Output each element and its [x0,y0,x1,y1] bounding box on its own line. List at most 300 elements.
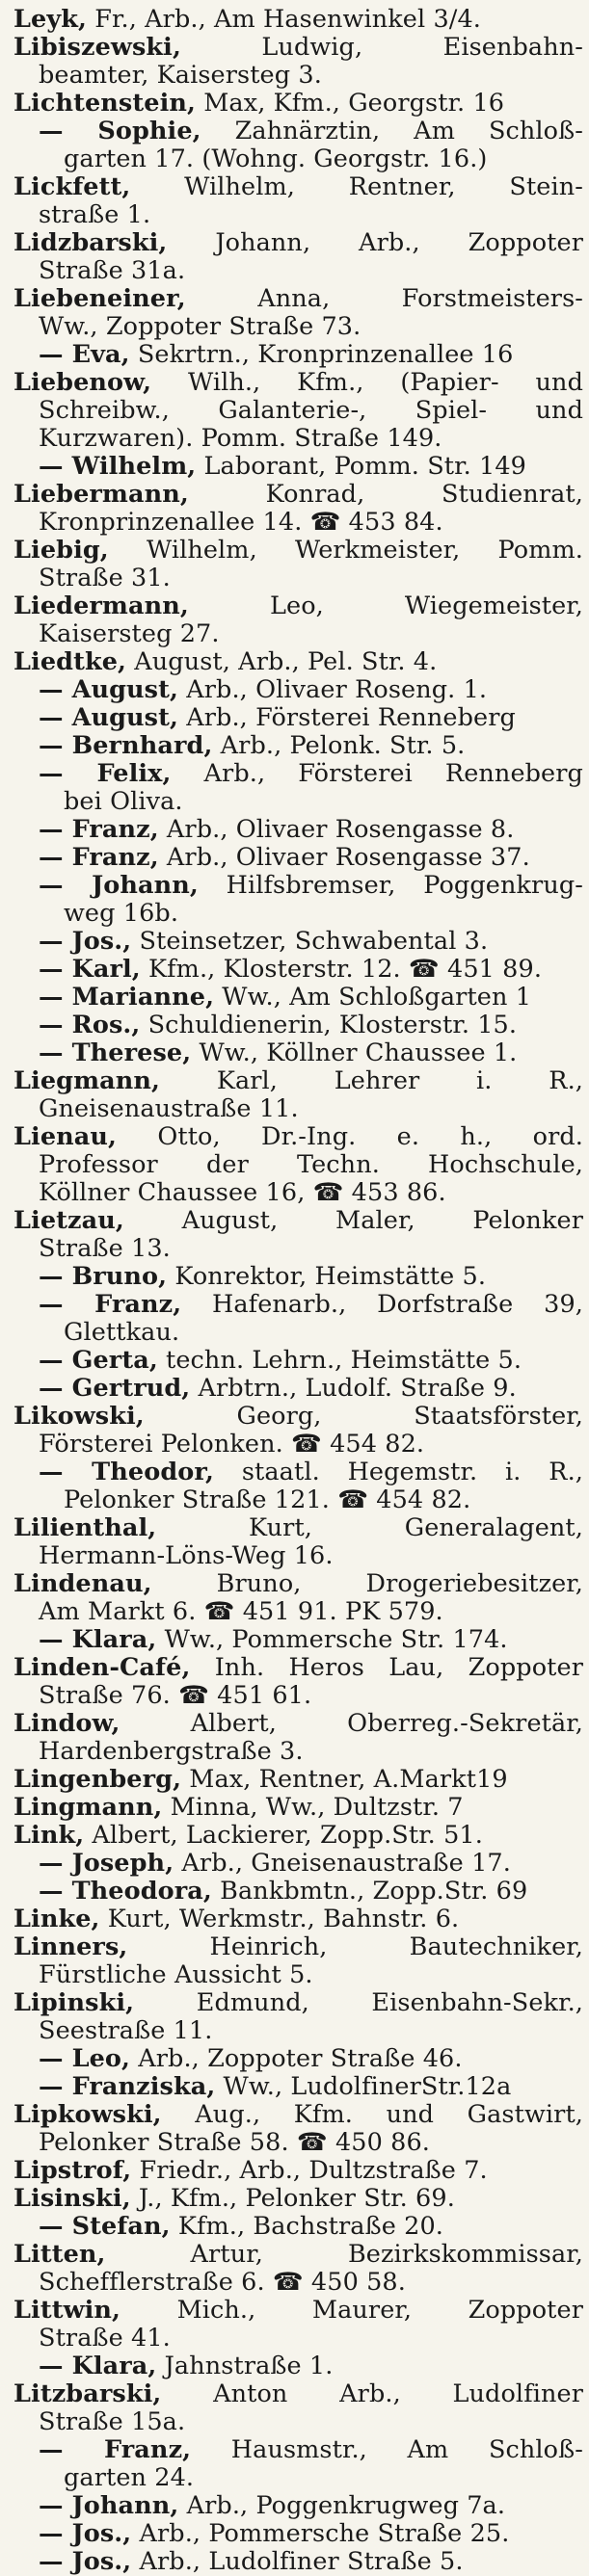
directory-entry [13,1794,583,1822]
entry-text: Konrad, Studienrat, [265,480,583,509]
entry-line [13,173,583,201]
entry-text: Hilfsbremser, Poggenkrug- [226,871,583,900]
entry-text: Wilh., Kfm., (Papier- und [187,368,583,397]
entry-line [39,1263,583,1291]
entry-line [39,2213,583,2241]
entry-text: Johann, Arb., Zoppoter [215,228,583,257]
entry-line [13,1738,583,1766]
directory-entry [13,1906,583,1933]
sub-entry [13,1459,583,1514]
entry-name: Lingenberg, [13,1765,182,1794]
entry-line [13,2269,583,2297]
entry-text: Schuldienerin, Klosterstr. 15. [147,1011,518,1039]
entry-name: — Franz, [39,815,159,844]
sub-entry [13,1375,583,1403]
entry-text: Glettkau. [64,1318,180,1347]
entry-text: beamter, Kaisersteg 3. [39,61,322,90]
entry-text: Arb., Försterei Renneberg [186,703,516,732]
entry-text: Bruno, Drogeriebesitzer, [216,1569,583,1598]
directory-entry [13,1514,583,1570]
entry-name: — Franziska, [39,2072,216,2101]
entry-name: — Therese, [39,1038,192,1067]
directory-entry [13,1654,583,1710]
entry-text: Georg, Staatsförster, [236,1402,583,1431]
entry-text: Straße 31. [39,564,171,592]
entry-name: Libiszewski, [13,33,181,62]
entry-line [13,2101,583,2129]
entry-text: Ludwig, Eisenbahn- [261,33,583,62]
entry-line [13,1906,583,1933]
sub-entry [13,704,583,732]
entry-line [39,2353,583,2380]
entry-name: — Klara, [39,1625,157,1654]
entry-name: Liedtke, [13,647,127,676]
entry-name: — Gerta, [39,1346,158,1375]
entry-line [39,760,583,788]
directory-entry [13,229,583,285]
entry-text: Pelonker Straße 121. ☎ 454 82. [64,1485,471,1514]
entry-text: Am Markt 6. ☎ 451 91. PK 579. [39,1597,443,1626]
entry-name: Linden-Café, [13,1653,191,1682]
entry-line [13,481,583,509]
entry-name: — Franz, [39,2435,192,2464]
entry-text: J., Kfm., Pelonker Str. 69. [138,2184,455,2213]
entry-line [13,565,583,592]
entry-line [13,425,583,453]
entry-line [39,956,583,984]
directory-entry [13,648,583,676]
entry-name: Likowski, [13,1402,145,1431]
entry-text: Arb., Försterei Renneberg [203,759,583,788]
entry-name: Liebeneiner, [13,284,186,313]
entry-line [39,676,583,704]
entry-line [13,2129,583,2157]
entry-text: Straße 41. [39,2324,171,2353]
entry-name: — Johann, [39,871,199,900]
entry-line [13,1710,583,1738]
sub-entry [13,1850,583,1878]
entry-line [13,2380,583,2408]
entry-line [39,1039,583,1067]
sub-entry [13,760,583,816]
entry-text: Fr., Arb., Am Hasenwinkel 3/4. [94,5,481,34]
entry-line [13,257,583,285]
entry-text: Arb., Pelonk. Str. 5. [220,731,466,760]
entry-text: Fürstliche Aussicht 5. [39,1960,313,1989]
entry-text: Hardenbergstraße 3. [39,1737,304,1766]
entry-text: Albert, Lackierer, Zopp.Str. 51. [92,1821,483,1850]
entry-text: Försterei Pelonken. ☎ 454 82. [39,1430,425,1459]
directory-entry [13,369,583,453]
entry-line [13,1598,583,1626]
entry-line [13,1682,583,1710]
sub-entry [13,341,583,369]
directory-entry [13,537,583,592]
entry-name: Litten, [13,2240,106,2269]
directory-entry [13,2185,583,2213]
entry-text: Arb., Olivaer Roseng. 1. [186,675,488,704]
entry-line [39,145,583,173]
entry-text: Zahnärztin, Am Schloß- [234,117,583,145]
entry-text: Jahnstraße 1. [164,2352,334,2380]
entry-line [13,1095,583,1123]
entry-name: Lindenau, [13,1569,152,1598]
entry-text: Kurt, Werkmstr., Bahnstr. 6. [107,1905,460,1933]
entry-name: Linners, [13,1932,128,1961]
entry-name: — August, [39,703,178,732]
directory-entry [13,1933,583,1989]
entry-name: Lietzau, [13,1206,124,1235]
entry-line [39,2548,583,2576]
entry-name: Lipkowski, [13,2100,162,2129]
entry-line [13,537,583,565]
entry-text: Laborant, Pomm. Str. 149 [203,452,527,481]
entry-name: — Franz, [39,843,159,872]
entry-line [39,2464,583,2492]
entry-text: Straße 31a. [39,256,186,285]
entry-name: Lindow, [13,1709,120,1738]
entry-line [39,984,583,1012]
entry-name: Liebenow, [13,368,152,397]
entry-text: Friedr., Arb., Dultzstraße 7. [139,2156,488,2185]
entry-line [39,844,583,872]
entry-line [13,1766,583,1794]
directory-entry [13,2297,583,2353]
entry-name: Leyk, [13,5,88,34]
entry-text: Kaisersteg 27. [39,619,220,648]
entry-line [13,229,583,257]
entry-name: Lipinski, [13,1988,135,2017]
sub-entry [13,2045,583,2073]
directory-entry [13,1067,583,1123]
entry-line [39,816,583,844]
directory-entry [13,2101,583,2157]
entry-name: — Leo, [39,2044,131,2073]
sub-entry [13,1878,583,1906]
entry-line [13,1179,583,1207]
entry-text: Steinsetzer, Schwabental 3. [139,927,489,956]
entry-text: Kurt, Generalagent, [249,1513,583,1542]
entry-line [39,732,583,760]
entry-line [39,1486,583,1514]
directory-entry [13,2157,583,2185]
entry-text: Ww., LudolfinerStr.12a [223,2072,512,2101]
entry-line [13,1654,583,1682]
entry-name: — Bruno, [39,1262,168,1291]
entry-line [39,453,583,481]
entry-name: — Marianne, [39,983,215,1012]
sub-entry [13,676,583,704]
entry-text: weg 16b. [64,899,179,928]
entry-text: August, Arb., Pel. Str. 4. [134,647,438,676]
entry-name: Liegmann, [13,1066,161,1095]
entry-text: Hermann-Löns-Weg 16. [39,1541,334,1570]
entry-line [13,1207,583,1235]
directory-entry [13,2380,583,2436]
entry-line [13,2017,583,2045]
entry-text: garten 24. [64,2463,195,2492]
entry-text: Bankbmtn., Zopp.Str. 69 [220,1877,528,1906]
entry-line [39,1459,583,1486]
entry-line [39,1878,583,1906]
entry-line [13,62,583,90]
entry-name: — Johann, [39,2491,179,2520]
directory-entry [13,2241,583,2297]
entry-name: Lisinski, [13,2184,131,2213]
sub-entry [13,2436,583,2492]
entry-text: Hausmstr., Am Schloß- [230,2435,583,2464]
entry-line [13,2185,583,2213]
sub-entry [13,1347,583,1375]
directory-entry [13,592,583,648]
entry-line [13,2325,583,2353]
entry-line [13,509,583,537]
entry-text: Schreibw., Galanterie-, Spiel- und [39,396,583,425]
entry-text: Minna, Ww., Dultzstr. 7 [170,1793,464,1822]
entry-text: Albert, Oberreg.-Sekretär, [190,1709,583,1738]
entry-line [39,928,583,956]
entry-line [13,2157,583,2185]
sub-entry [13,2492,583,2520]
entry-line [13,2408,583,2436]
entry-name: — Felix, [39,759,172,788]
sub-entry [13,984,583,1012]
entry-name: — Klara, [39,2352,157,2380]
entry-text: Schefflerstraße 6. ☎ 450 58. [39,2268,406,2297]
entry-text: Straße 13. [39,1234,171,1263]
entry-line [13,2297,583,2325]
sub-entry [13,956,583,984]
entry-text: Mich., Maurer, Zoppoter [176,2296,583,2325]
entry-line [39,341,583,369]
sub-entry [13,2520,583,2548]
entry-text: Professor der Techn. Hochschule, [39,1150,583,1179]
directory-entry [13,1766,583,1794]
entry-line [13,369,583,397]
entry-name: Litzbarski, [13,2379,162,2408]
entry-text: Wilhelm, Rentner, Stein- [184,172,583,201]
entry-line [13,1989,583,2017]
sub-entry [13,1263,583,1291]
entry-name: Liedermann, [13,591,189,620]
entry-text: Arb., Olivaer Rosengasse 8. [166,815,515,844]
entry-line [13,285,583,313]
directory-entry [13,173,583,229]
entry-line [39,2073,583,2101]
entry-text: Seestraße 11. [39,2016,213,2045]
entry-line [13,648,583,676]
sub-entry [13,872,583,928]
sub-entry [13,118,583,173]
entry-line [13,1933,583,1961]
entry-line [13,1570,583,1598]
entry-line [39,2045,583,2073]
entry-line [13,1067,583,1095]
entry-line [13,1403,583,1431]
entry-text: Anna, Forstmeisters- [257,284,583,313]
entry-line [39,2520,583,2548]
entry-text: Heinrich, Bautechniker, [209,1932,583,1961]
entry-line [13,313,583,341]
entry-name: Linke, [13,1905,100,1933]
entry-line [13,201,583,229]
entry-name: Liebermann, [13,480,189,509]
entry-name: — Sophie, [39,117,201,145]
directory-entry [13,1123,583,1207]
entry-line [39,1375,583,1403]
entry-line [39,1850,583,1878]
entry-line [13,397,583,425]
entry-text: Konrektor, Heimstätte 5. [174,1262,487,1291]
entry-text: Anton Arb., Ludolfiner [213,2379,583,2408]
entry-text: Max, Rentner, A.Markt19 [189,1765,508,1794]
entry-line [13,1514,583,1542]
entry-line [39,1347,583,1375]
entry-text: Arb., Zoppoter Straße 46. [138,2044,463,2073]
entry-text: Kronprinzenallee 14. ☎ 453 84. [39,508,443,537]
directory-entry [13,481,583,537]
entry-text: Ww., Köllner Chaussee 1. [199,1038,518,1067]
entry-name: — Karl, [39,955,141,984]
entry-line [13,620,583,648]
directory-entry [13,1710,583,1766]
entry-text: Arbtrn., Ludolf. Straße 9. [198,1374,517,1403]
entry-name: — Wilhelm, [39,452,197,481]
sub-entry [13,928,583,956]
entry-text: Sekrtrn., Kronprinzenallee 16 [137,340,514,369]
sub-entry [13,2353,583,2380]
entry-line [39,704,583,732]
entry-text: Inh. Heros Lau, Zoppoter [214,1653,583,1682]
sub-entry [13,2548,583,2576]
entry-line [13,1123,583,1151]
entry-name: — Franz, [39,1290,182,1319]
entry-line [13,6,583,34]
entry-name: — Theodor, [39,1458,215,1486]
entry-line [39,1319,583,1347]
entry-text: Otto, Dr.-Ing. e. h., ord. [157,1122,583,1151]
entry-name: — Gertrud, [39,1374,191,1403]
directory-entry [13,1403,583,1459]
entry-text: garten 17. (Wohng. Georgstr. 16.) [64,145,488,173]
entry-line [13,2241,583,2269]
entry-line [13,90,583,118]
entry-text: Straße 15a. [39,2407,186,2436]
sub-entry [13,816,583,844]
directory-entry [13,1570,583,1626]
entry-name: Lickfett, [13,172,131,201]
entry-line [39,2492,583,2520]
entry-text: Arb., Pommersche Straße 25. [139,2519,510,2548]
entry-line [13,34,583,62]
entry-name: Lilienthal, [13,1513,157,1542]
entry-text: Kurzwaren). Pomm. Straße 149. [39,424,442,453]
entry-text: August, Maler, Pelonker [181,1206,583,1235]
entry-text: Ww., Pommersche Str. 174. [164,1625,508,1654]
sub-entry [13,732,583,760]
entry-text: Gneisenaustraße 11. [39,1094,299,1123]
entry-line [39,872,583,900]
entry-text: Köllner Chaussee 16, ☎ 453 86. [39,1178,446,1207]
entry-name: Lidzbarski, [13,228,168,257]
entry-line [13,1151,583,1179]
entry-line [13,1961,583,1989]
entry-text: Kfm., Klosterstr. 12. ☎ 451 89. [147,955,543,984]
entry-name: Link, [13,1821,85,1850]
entry-text: Arb., Olivaer Rosengasse 37. [166,843,530,872]
entry-text: Ww., Zoppoter Straße 73. [39,312,361,341]
entry-text: Artur, Bezirkskommissar, [190,2240,583,2269]
directory-entry [13,34,583,90]
entry-name: — Jos., [39,927,132,956]
entry-line [13,1794,583,1822]
entry-line [39,2436,583,2464]
entry-text: Karl, Lehrer i. R., [216,1066,583,1095]
entry-name: — Eva, [39,340,130,369]
entry-line [13,1431,583,1459]
entry-line [13,1822,583,1850]
entry-name: — Bernhard, [39,731,213,760]
entry-line [39,1012,583,1039]
entry-text: bei Oliva. [64,787,183,816]
entry-text: Aug., Kfm. und Gastwirt, [195,2100,583,2129]
entry-text: Kfm., Bachstraße 20. [177,2212,443,2241]
sub-entry [13,844,583,872]
entry-line [13,1235,583,1263]
directory-entry [13,6,583,34]
entry-text: straße 1. [39,200,151,229]
entry-line [39,1291,583,1319]
entry-line [39,788,583,816]
entry-text: Wilhelm, Werkmeister, Pomm. [146,536,583,565]
sub-entry [13,453,583,481]
directory-entry [13,285,583,341]
sub-entry [13,2213,583,2241]
sub-entry [13,1012,583,1039]
directory-entry [13,1822,583,1850]
entry-name: — Jos., [39,2519,132,2548]
entry-text: Arb., Ludolfiner Straße 5. [139,2547,464,2576]
entry-text: Straße 76. ☎ 451 61. [39,1681,312,1710]
sub-entry [13,1291,583,1347]
entry-line [13,592,583,620]
entry-name: — Stefan, [39,2212,171,2241]
entry-text: Pelonker Straße 58. ☎ 450 86. [39,2128,430,2157]
entry-text: Edmund, Eisenbahn-Sekr., [196,1988,583,2017]
directory-entry [13,90,583,118]
entry-name: Lienau, [13,1122,118,1151]
directory-entry [13,1207,583,1263]
entry-name: — August, [39,675,178,704]
entry-line [39,900,583,928]
entry-name: Lingmann, [13,1793,163,1822]
entry-line [39,1626,583,1654]
directory-entry [13,1989,583,2045]
entry-text: Hafenarb., Dorfstraße 39, [212,1290,583,1319]
entry-name: — Ros., [39,1011,141,1039]
entry-text: Arb., Gneisenaustraße 17. [181,1849,511,1878]
sub-entry [13,1626,583,1654]
entry-name: Lichtenstein, [13,89,196,118]
entry-text: Leo, Wiegemeister, [269,591,583,620]
entry-name: Liebig, [13,536,109,565]
entry-name: Lipstrof, [13,2156,132,2185]
entry-name: — Joseph, [39,1849,174,1878]
entry-name: — Jos., [39,2547,132,2576]
sub-entry [13,2073,583,2101]
entry-text: staatl. Hegemstr. i. R., [241,1458,583,1486]
entry-line [39,118,583,145]
